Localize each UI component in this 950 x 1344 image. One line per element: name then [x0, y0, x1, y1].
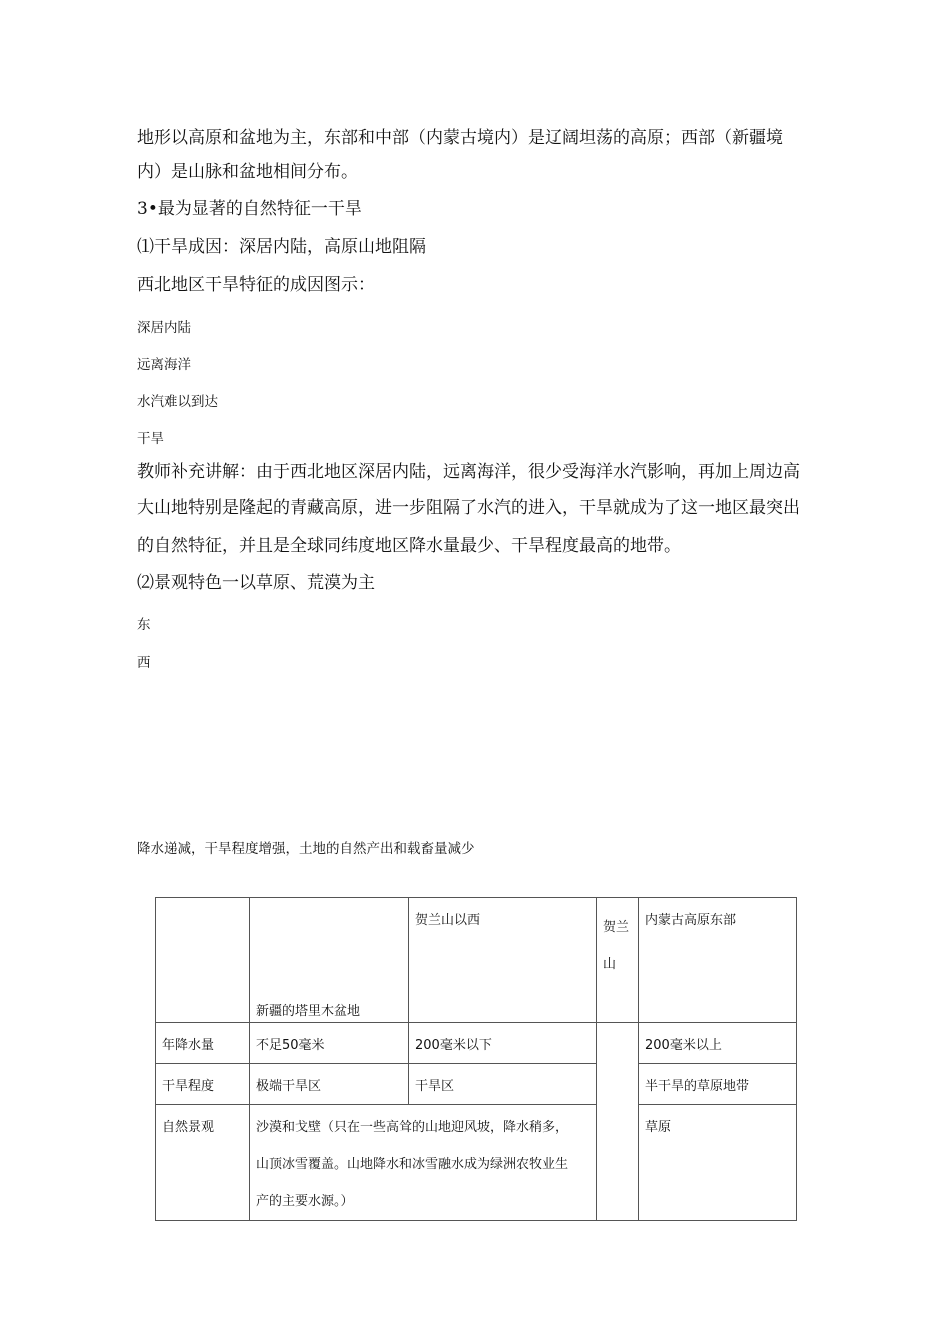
- header-helan-a: 贺兰: [603, 920, 630, 935]
- header-inner-mongolia-east: 内蒙古高原东部: [639, 898, 797, 1023]
- table-cell: 200毫米以下: [409, 1023, 597, 1064]
- diagram-caption: 西北地区干旱特征的成因图示：: [137, 275, 375, 295]
- flow-step-4: 干旱: [137, 431, 164, 447]
- table-cell: 极端干旱区: [250, 1064, 409, 1105]
- table-cell: 200毫米以上: [639, 1023, 797, 1064]
- row-label-precipitation: 年降水量: [156, 1023, 250, 1064]
- table-cell: 干旱区: [409, 1064, 597, 1105]
- direction-west: 西: [137, 655, 151, 671]
- direction-east: 东: [137, 617, 151, 633]
- table-cell: 草原: [639, 1105, 797, 1221]
- landscape-item: ⑵景观特色一以草原、荒漠为主: [137, 573, 375, 593]
- table-cell: 不足50毫米: [250, 1023, 409, 1064]
- landscape-line-1: 沙漠和戈壁（只在一些高耸的山地迎风坡，降水稍多，: [256, 1120, 569, 1135]
- table-row: [156, 1023, 797, 1064]
- header-helan-mountain: [597, 898, 639, 1023]
- drought-cause-item: ⑴干旱成因：深居内陆，高原山地阻隔: [137, 237, 426, 257]
- comparison-table: [155, 897, 797, 1221]
- section-3-title: 3•最为显著的自然特征一干旱: [137, 199, 362, 219]
- landscape-line-2: 山顶冰雪覆盖。山地降水和冰雪融水成为绿洲农牧业生: [256, 1157, 569, 1172]
- trend-caption: 降水递减，干旱程度增强，土地的自然产出和载畜量减少: [137, 841, 475, 857]
- header-tarim-basin: 新疆的塔里木盆地: [250, 898, 409, 1023]
- row-label-landscape: 自然景观: [156, 1105, 250, 1221]
- table-row: [156, 1064, 797, 1105]
- table-cell: 半干旱的草原地带: [639, 1064, 797, 1105]
- flow-step-1: 深居内陆: [137, 320, 191, 336]
- helan-merged-cell: [597, 1023, 639, 1221]
- header-west-of-helan: 贺兰山以西: [409, 898, 597, 1023]
- flow-step-3: 水汽难以到达: [137, 394, 218, 410]
- header-empty-cell: [156, 898, 250, 1023]
- teacher-note-line-3: 的自然特征，并且是全球同纬度地区降水量最少、干旱程度最高的地带。: [137, 536, 681, 556]
- intro-line-1: 地形以高原和盆地为主，东部和中部（内蒙古境内）是辽阔坦荡的高原；西部（新疆境: [137, 128, 783, 148]
- teacher-note-line-2: 大山地特别是隆起的青藏高原，进一步阻隔了水汽的进入，干旱就成为了这一地区最突出: [137, 498, 800, 518]
- intro-line-2: 内）是山脉和盆地相间分布。: [137, 162, 358, 182]
- teacher-note-line-1: 教师补充讲解：由于西北地区深居内陆，远离海洋，很少受海洋水汽影响，再加上周边高: [137, 462, 800, 482]
- flow-step-2: 远离海洋: [137, 357, 191, 373]
- table-header-row: [156, 898, 797, 1023]
- table-row: [156, 1105, 797, 1221]
- landscape-description: [250, 1105, 597, 1221]
- row-label-aridity: 干旱程度: [156, 1064, 250, 1105]
- header-helan-b: 山: [603, 957, 617, 972]
- landscape-line-3: 产的主要水源。）: [256, 1194, 354, 1209]
